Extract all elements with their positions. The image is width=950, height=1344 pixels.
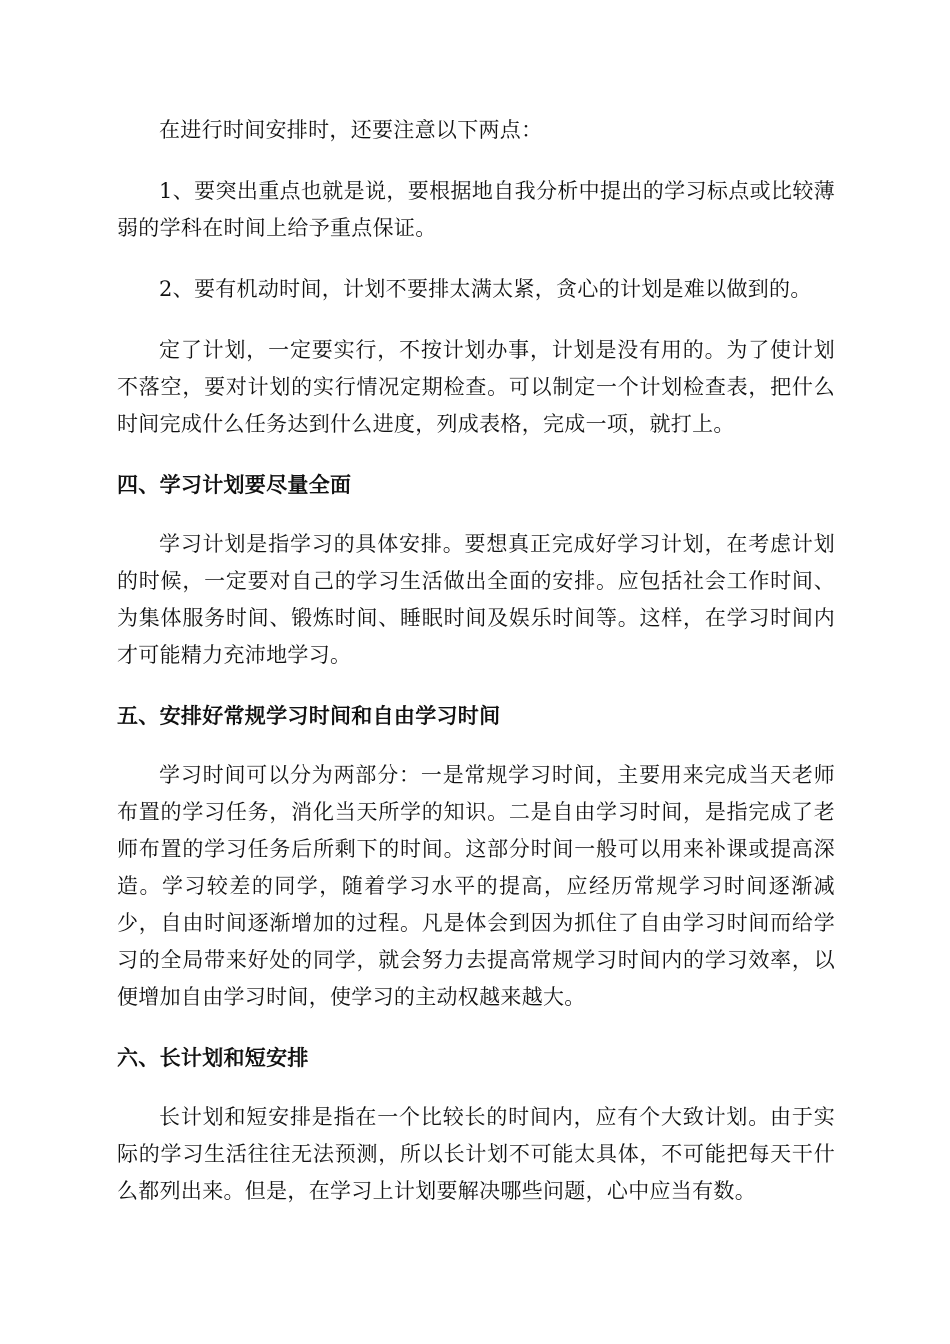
paragraph-section-4: 学习计划是指学习的具体安排。要想真正完成好学习计划，在考虑计划的时候，一定要对自己的学习生活做出全面的安排。应包括社会工作时间、为集体服务时间、锻炼时间、睡眠时间及娱乐时间等。这样，在学习时间内才可能精力充沛地学习。 [117,532,835,667]
paragraph-section-5: 学习时间可以分为两部分：一是常规学习时间，主要用来完成当天老师布置的学习任务，消化当天所学的知识。二是自由学习时间，是指完成了老师布置的学习任务后所剩下的时间。这部分时间一般可以用来补课或提高深造。学习较差的同学，随着学习水平的提高，应经历常规学习时间逐渐减少，自由时间逐渐增加的过程。凡是体会到因为抓住了自由学习时间而给学习的全局带来好处的同学，就会努力去提高常规学习时间内的学习效率，以便增加自由学习时间，使学习的主动权越来越大。 [117,763,835,1009]
paragraph-section-6: 长计划和短安排是指在一个比较长的时间内，应有个大致计划。由于实际的学习生活往往无法预测，所以长计划不可能太具体，不可能把每天干什么都列出来。但是，在学习上计划要解决哪些问题，心中应当有数。 [117,1105,835,1203]
paragraph-plan-execution: 定了计划，一定要实行，不按计划办事，计划是没有用的。为了使计划不落空，要对计划的实行情况定期检查。可以制定一个计划检查表，把什么时间完成什么任务达到什么进度，列成表格，完成一项，就打上。 [117,338,835,436]
paragraph-intro-two-points: 在进行时间安排时，还要注意以下两点： [159,118,543,142]
paragraph-point-1: 1、要突出重点也就是说，要根据地自我分析中提出的学习标点或比较薄弱的学科在时间上给予重点保证。 [117,179,835,240]
section-heading-5: 五、安排好常规学习时间和自由学习时间 [117,704,501,728]
paragraph-point-2: 2、要有机动时间，计划不要排太满太紧，贪心的计划是难以做到的。 [159,277,812,301]
section-heading-4: 四、学习计划要尽量全面 [117,473,352,497]
section-heading-6: 六、长计划和短安排 [117,1046,309,1070]
